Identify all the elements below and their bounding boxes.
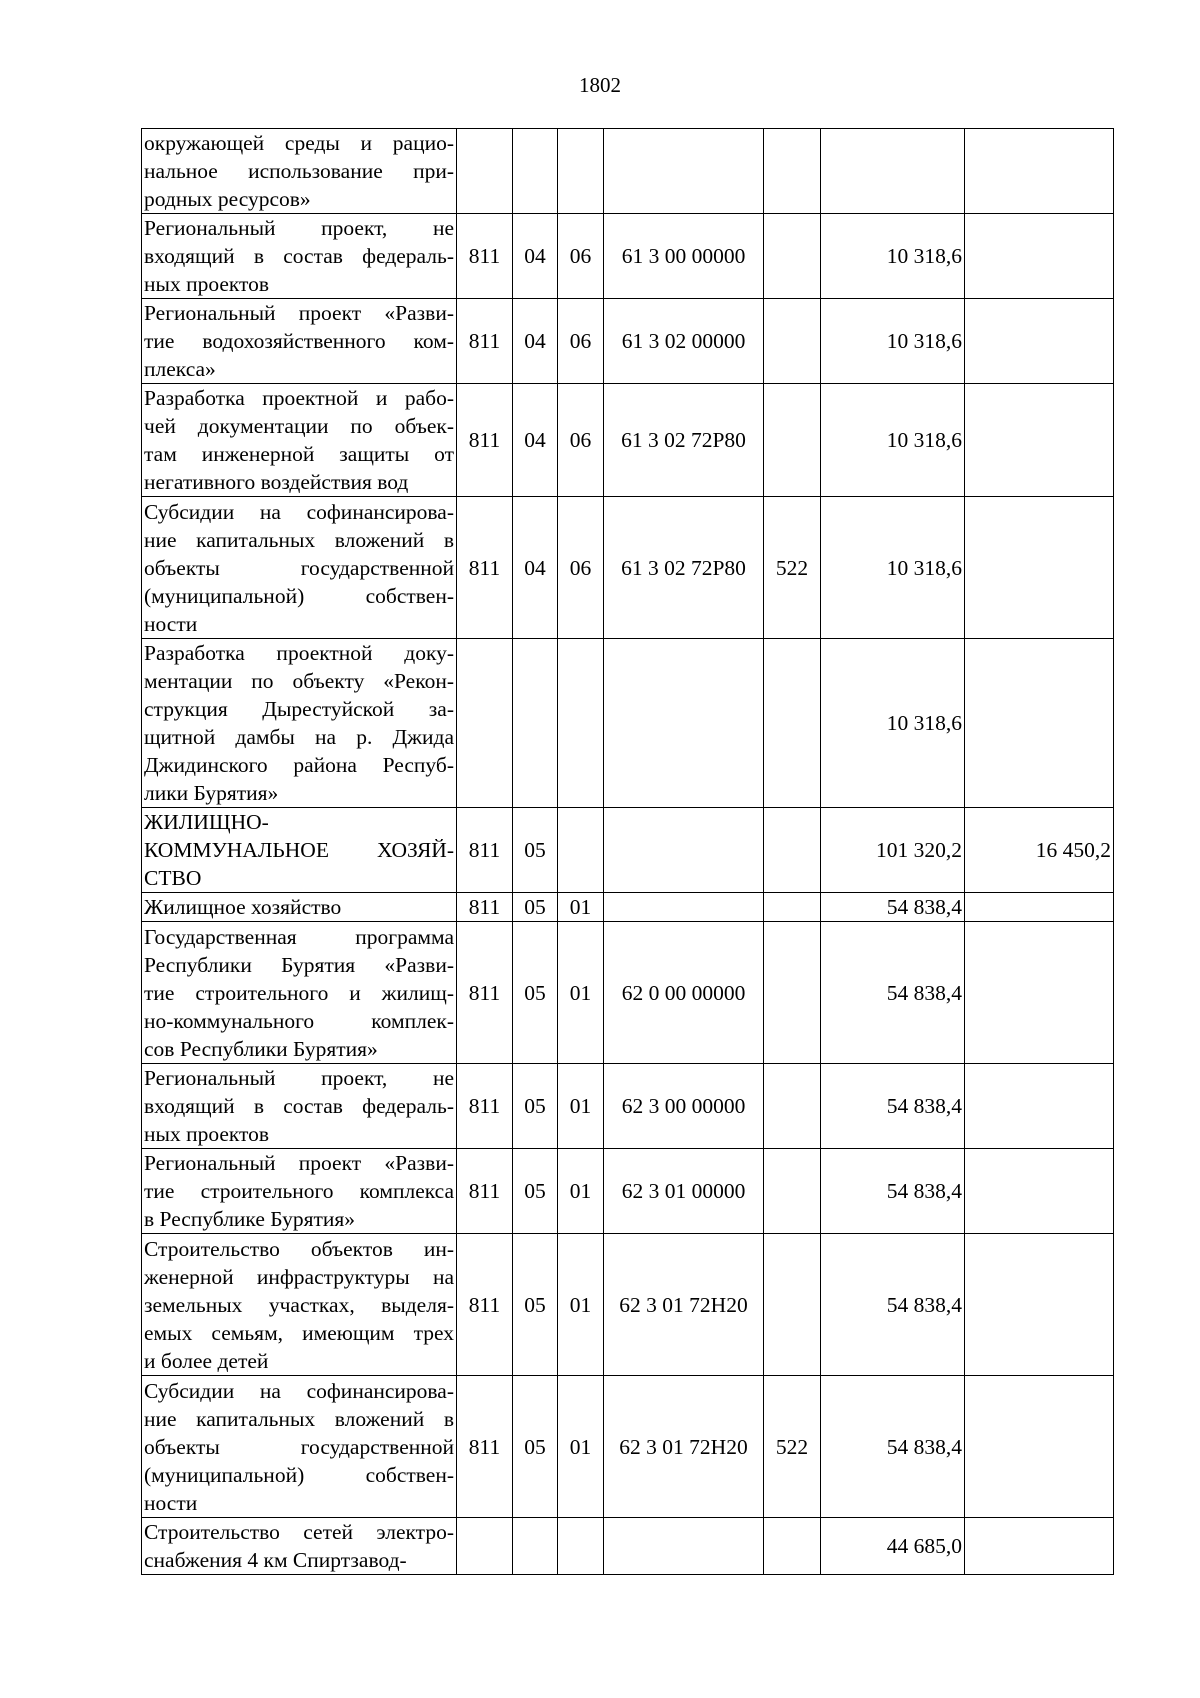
description-line: Субсидии на софинансирова- <box>144 1378 454 1403</box>
cell-target-article <box>604 893 764 922</box>
cell-podrazdel: 01 <box>558 1064 604 1149</box>
description-line: ных проектов <box>144 272 270 296</box>
table-row <box>142 639 1114 808</box>
cell-target-article <box>604 129 764 214</box>
cell-grbs <box>457 129 513 214</box>
cell-amount-extra <box>965 1376 1114 1518</box>
description-line: Региональный проект, не <box>144 1066 454 1090</box>
cell-amount: 10 318,6 <box>821 639 965 808</box>
cell-amount-extra <box>965 129 1114 214</box>
description-line: плекса» <box>144 357 216 381</box>
description-line: нальное использование при- <box>144 159 454 183</box>
cell-amount-extra <box>965 497 1114 639</box>
description-line: Республики Бурятия «Разви- <box>144 952 454 977</box>
description-line: щитной дамбы на р. Джида <box>144 725 454 749</box>
cell-amount <box>821 129 965 214</box>
cell-target-article: 62 3 00 00000 <box>604 1064 764 1149</box>
description-line: родных ресурсов» <box>144 187 311 211</box>
cell-description <box>142 214 457 299</box>
cell-description <box>142 497 457 639</box>
cell-amount: 54 838,4 <box>821 1064 965 1149</box>
description-line: объекты государственной <box>144 1434 454 1459</box>
description-line: снабжения 4 км Спиртзавод- <box>144 1548 407 1572</box>
cell-expense-type <box>764 1234 821 1376</box>
description-line: Строительство сетей электро- <box>144 1520 454 1544</box>
cell-razdel: 04 <box>513 299 558 384</box>
cell-podrazdel <box>558 1518 604 1575</box>
cell-razdel: 04 <box>513 384 558 497</box>
cell-target-article: 61 3 02 72Р80 <box>604 384 764 497</box>
cell-amount: 101 320,2 <box>821 808 965 893</box>
description-line: ние капитальных вложений в <box>144 1406 454 1431</box>
description-line: Разработка проектной и рабо- <box>144 386 454 410</box>
cell-target-article: 62 3 01 72Н20 <box>604 1234 764 1376</box>
description-line: Региональный проект «Разви- <box>144 301 454 325</box>
cell-grbs: 811 <box>457 497 513 639</box>
cell-expense-type <box>764 129 821 214</box>
cell-amount: 54 838,4 <box>821 1234 965 1376</box>
cell-podrazdel <box>558 129 604 214</box>
cell-podrazdel: 01 <box>558 922 604 1064</box>
cell-expense-type <box>764 893 821 922</box>
description-line: Жилищное хозяйство <box>144 895 342 919</box>
description-line: негативного воздействия вод <box>144 470 409 494</box>
cell-description <box>142 639 457 808</box>
description-line: там инженерной защиты от <box>144 442 454 466</box>
cell-amount: 54 838,4 <box>821 1376 965 1518</box>
cell-podrazdel <box>558 808 604 893</box>
cell-target-article: 62 3 01 72Н20 <box>604 1376 764 1518</box>
cell-amount-extra <box>965 214 1114 299</box>
description-line: ности <box>144 1490 198 1515</box>
cell-description <box>142 893 457 922</box>
cell-grbs: 811 <box>457 299 513 384</box>
cell-target-article <box>604 639 764 808</box>
cell-podrazdel: 01 <box>558 1234 604 1376</box>
cell-grbs: 811 <box>457 808 513 893</box>
cell-razdel <box>513 129 558 214</box>
cell-razdel: 05 <box>513 808 558 893</box>
description-line: входящий в состав федераль- <box>144 244 454 268</box>
cell-description <box>142 1234 457 1376</box>
cell-razdel: 05 <box>513 922 558 1064</box>
table-row <box>142 893 1114 922</box>
description-line: (муниципальной) собствен- <box>144 583 454 608</box>
cell-expense-type <box>764 384 821 497</box>
page-number: 1802 <box>579 73 621 97</box>
table-row <box>142 384 1114 497</box>
cell-target-article: 61 3 02 00000 <box>604 299 764 384</box>
cell-razdel: 05 <box>513 1149 558 1234</box>
cell-amount: 54 838,4 <box>821 893 965 922</box>
budget-table-body <box>142 129 1114 1575</box>
cell-grbs: 811 <box>457 1234 513 1376</box>
description-line: ние капитальных вложений в <box>144 527 454 552</box>
description-line: емых семьям, имеющим трех <box>144 1320 454 1345</box>
cell-grbs <box>457 1518 513 1575</box>
cell-podrazdel <box>558 639 604 808</box>
cell-podrazdel: 01 <box>558 1376 604 1518</box>
table-row <box>142 922 1114 1064</box>
description-line: Строительство объектов ин- <box>144 1236 454 1261</box>
cell-razdel: 05 <box>513 1064 558 1149</box>
cell-target-article: 61 3 02 72Р80 <box>604 497 764 639</box>
description-line: окружающей среды и рацио- <box>144 131 454 155</box>
description-line: струкция Дырестуйской за- <box>144 697 454 721</box>
cell-amount: 44 685,0 <box>821 1518 965 1575</box>
cell-expense-type <box>764 214 821 299</box>
cell-expense-type <box>764 299 821 384</box>
cell-amount-extra <box>965 1064 1114 1149</box>
cell-razdel: 05 <box>513 893 558 922</box>
cell-razdel: 05 <box>513 1376 558 1518</box>
description-line: и более детей <box>144 1348 269 1373</box>
cell-target-article: 61 3 00 00000 <box>604 214 764 299</box>
cell-amount: 10 318,6 <box>821 214 965 299</box>
cell-amount-extra <box>965 639 1114 808</box>
cell-target-article <box>604 808 764 893</box>
cell-amount-extra <box>965 384 1114 497</box>
cell-description <box>142 129 457 214</box>
cell-amount-extra: 16 450,2 <box>965 808 1114 893</box>
description-line: Субсидии на софинансирова- <box>144 499 454 524</box>
cell-amount: 10 318,6 <box>821 497 965 639</box>
cell-podrazdel: 06 <box>558 214 604 299</box>
cell-expense-type <box>764 1064 821 1149</box>
cell-target-article: 62 0 00 00000 <box>604 922 764 1064</box>
cell-razdel: 04 <box>513 497 558 639</box>
cell-expense-type: 522 <box>764 1376 821 1518</box>
cell-podrazdel: 01 <box>558 893 604 922</box>
cell-podrazdel: 06 <box>558 299 604 384</box>
cell-amount: 54 838,4 <box>821 1149 965 1234</box>
description-line: земельных участках, выделя- <box>144 1292 454 1317</box>
table-row <box>142 808 1114 893</box>
description-line: но-коммунального комплек- <box>144 1008 454 1033</box>
cell-amount: 54 838,4 <box>821 922 965 1064</box>
description-line: чей документации по объек- <box>144 414 454 438</box>
description-line: ности <box>144 611 198 636</box>
cell-amount-extra <box>965 1149 1114 1234</box>
description-line: сов Республики Бурятия» <box>144 1036 378 1061</box>
description-line: объекты государственной <box>144 555 454 580</box>
description-line: тие водохозяйственного ком- <box>144 329 454 353</box>
cell-amount-extra <box>965 1234 1114 1376</box>
cell-amount-extra <box>965 1518 1114 1575</box>
table-row <box>142 299 1114 384</box>
cell-podrazdel: 06 <box>558 384 604 497</box>
description-line: Региональный проект, не <box>144 216 454 240</box>
description-line: КОММУНАЛЬНОЕ ХОЗЯЙ- <box>144 838 454 862</box>
table-row <box>142 1234 1114 1376</box>
description-line: Региональный проект «Разви- <box>144 1151 454 1175</box>
cell-target-article <box>604 1518 764 1575</box>
cell-razdel <box>513 639 558 808</box>
table-row <box>142 497 1114 639</box>
table-row <box>142 1376 1114 1518</box>
description-line: (муниципальной) собствен- <box>144 1462 454 1487</box>
cell-amount-extra <box>965 922 1114 1064</box>
description-line: Государственная программа <box>144 924 454 949</box>
cell-expense-type <box>764 808 821 893</box>
cell-razdel: 04 <box>513 214 558 299</box>
cell-description <box>142 299 457 384</box>
cell-razdel: 05 <box>513 1234 558 1376</box>
cell-target-article: 62 3 01 00000 <box>604 1149 764 1234</box>
cell-grbs: 811 <box>457 214 513 299</box>
cell-expense-type <box>764 1149 821 1234</box>
description-line: Джидинского района Респуб- <box>144 753 454 777</box>
budget-table <box>141 128 1114 1575</box>
cell-description <box>142 1376 457 1518</box>
cell-amount-extra <box>965 893 1114 922</box>
cell-grbs: 811 <box>457 1149 513 1234</box>
cell-grbs: 811 <box>457 893 513 922</box>
cell-description <box>142 922 457 1064</box>
cell-expense-type <box>764 1518 821 1575</box>
cell-description <box>142 1518 457 1575</box>
cell-podrazdel: 06 <box>558 497 604 639</box>
description-line: женерной инфраструктуры на <box>144 1264 454 1289</box>
description-line: ментации по объекту «Рекон- <box>144 669 454 693</box>
cell-expense-type: 522 <box>764 497 821 639</box>
table-row <box>142 129 1114 214</box>
table-row <box>142 214 1114 299</box>
cell-amount: 10 318,6 <box>821 299 965 384</box>
cell-grbs: 811 <box>457 922 513 1064</box>
cell-amount: 10 318,6 <box>821 384 965 497</box>
description-line: Разработка проектной доку- <box>144 641 454 665</box>
cell-description <box>142 1149 457 1234</box>
cell-grbs: 811 <box>457 1064 513 1149</box>
cell-grbs <box>457 639 513 808</box>
cell-description <box>142 1064 457 1149</box>
cell-description <box>142 808 457 893</box>
cell-expense-type <box>764 922 821 1064</box>
cell-description <box>142 384 457 497</box>
description-line: СТВО <box>144 866 202 890</box>
cell-amount-extra <box>965 299 1114 384</box>
cell-grbs: 811 <box>457 384 513 497</box>
cell-podrazdel: 01 <box>558 1149 604 1234</box>
description-line: тие строительного и жилищ- <box>144 980 454 1005</box>
description-line: тие строительного комплекса <box>144 1179 454 1203</box>
cell-grbs: 811 <box>457 1376 513 1518</box>
description-line: лики Бурятия» <box>144 781 279 805</box>
description-line: в Республике Бурятия» <box>144 1207 356 1231</box>
table-row <box>142 1064 1114 1149</box>
cell-expense-type <box>764 639 821 808</box>
description-line: входящий в состав федераль- <box>144 1094 454 1118</box>
table-row <box>142 1518 1114 1575</box>
table-row <box>142 1149 1114 1234</box>
description-line: ЖИЛИЩНО- <box>144 810 269 834</box>
description-line: ных проектов <box>144 1122 270 1146</box>
cell-razdel <box>513 1518 558 1575</box>
